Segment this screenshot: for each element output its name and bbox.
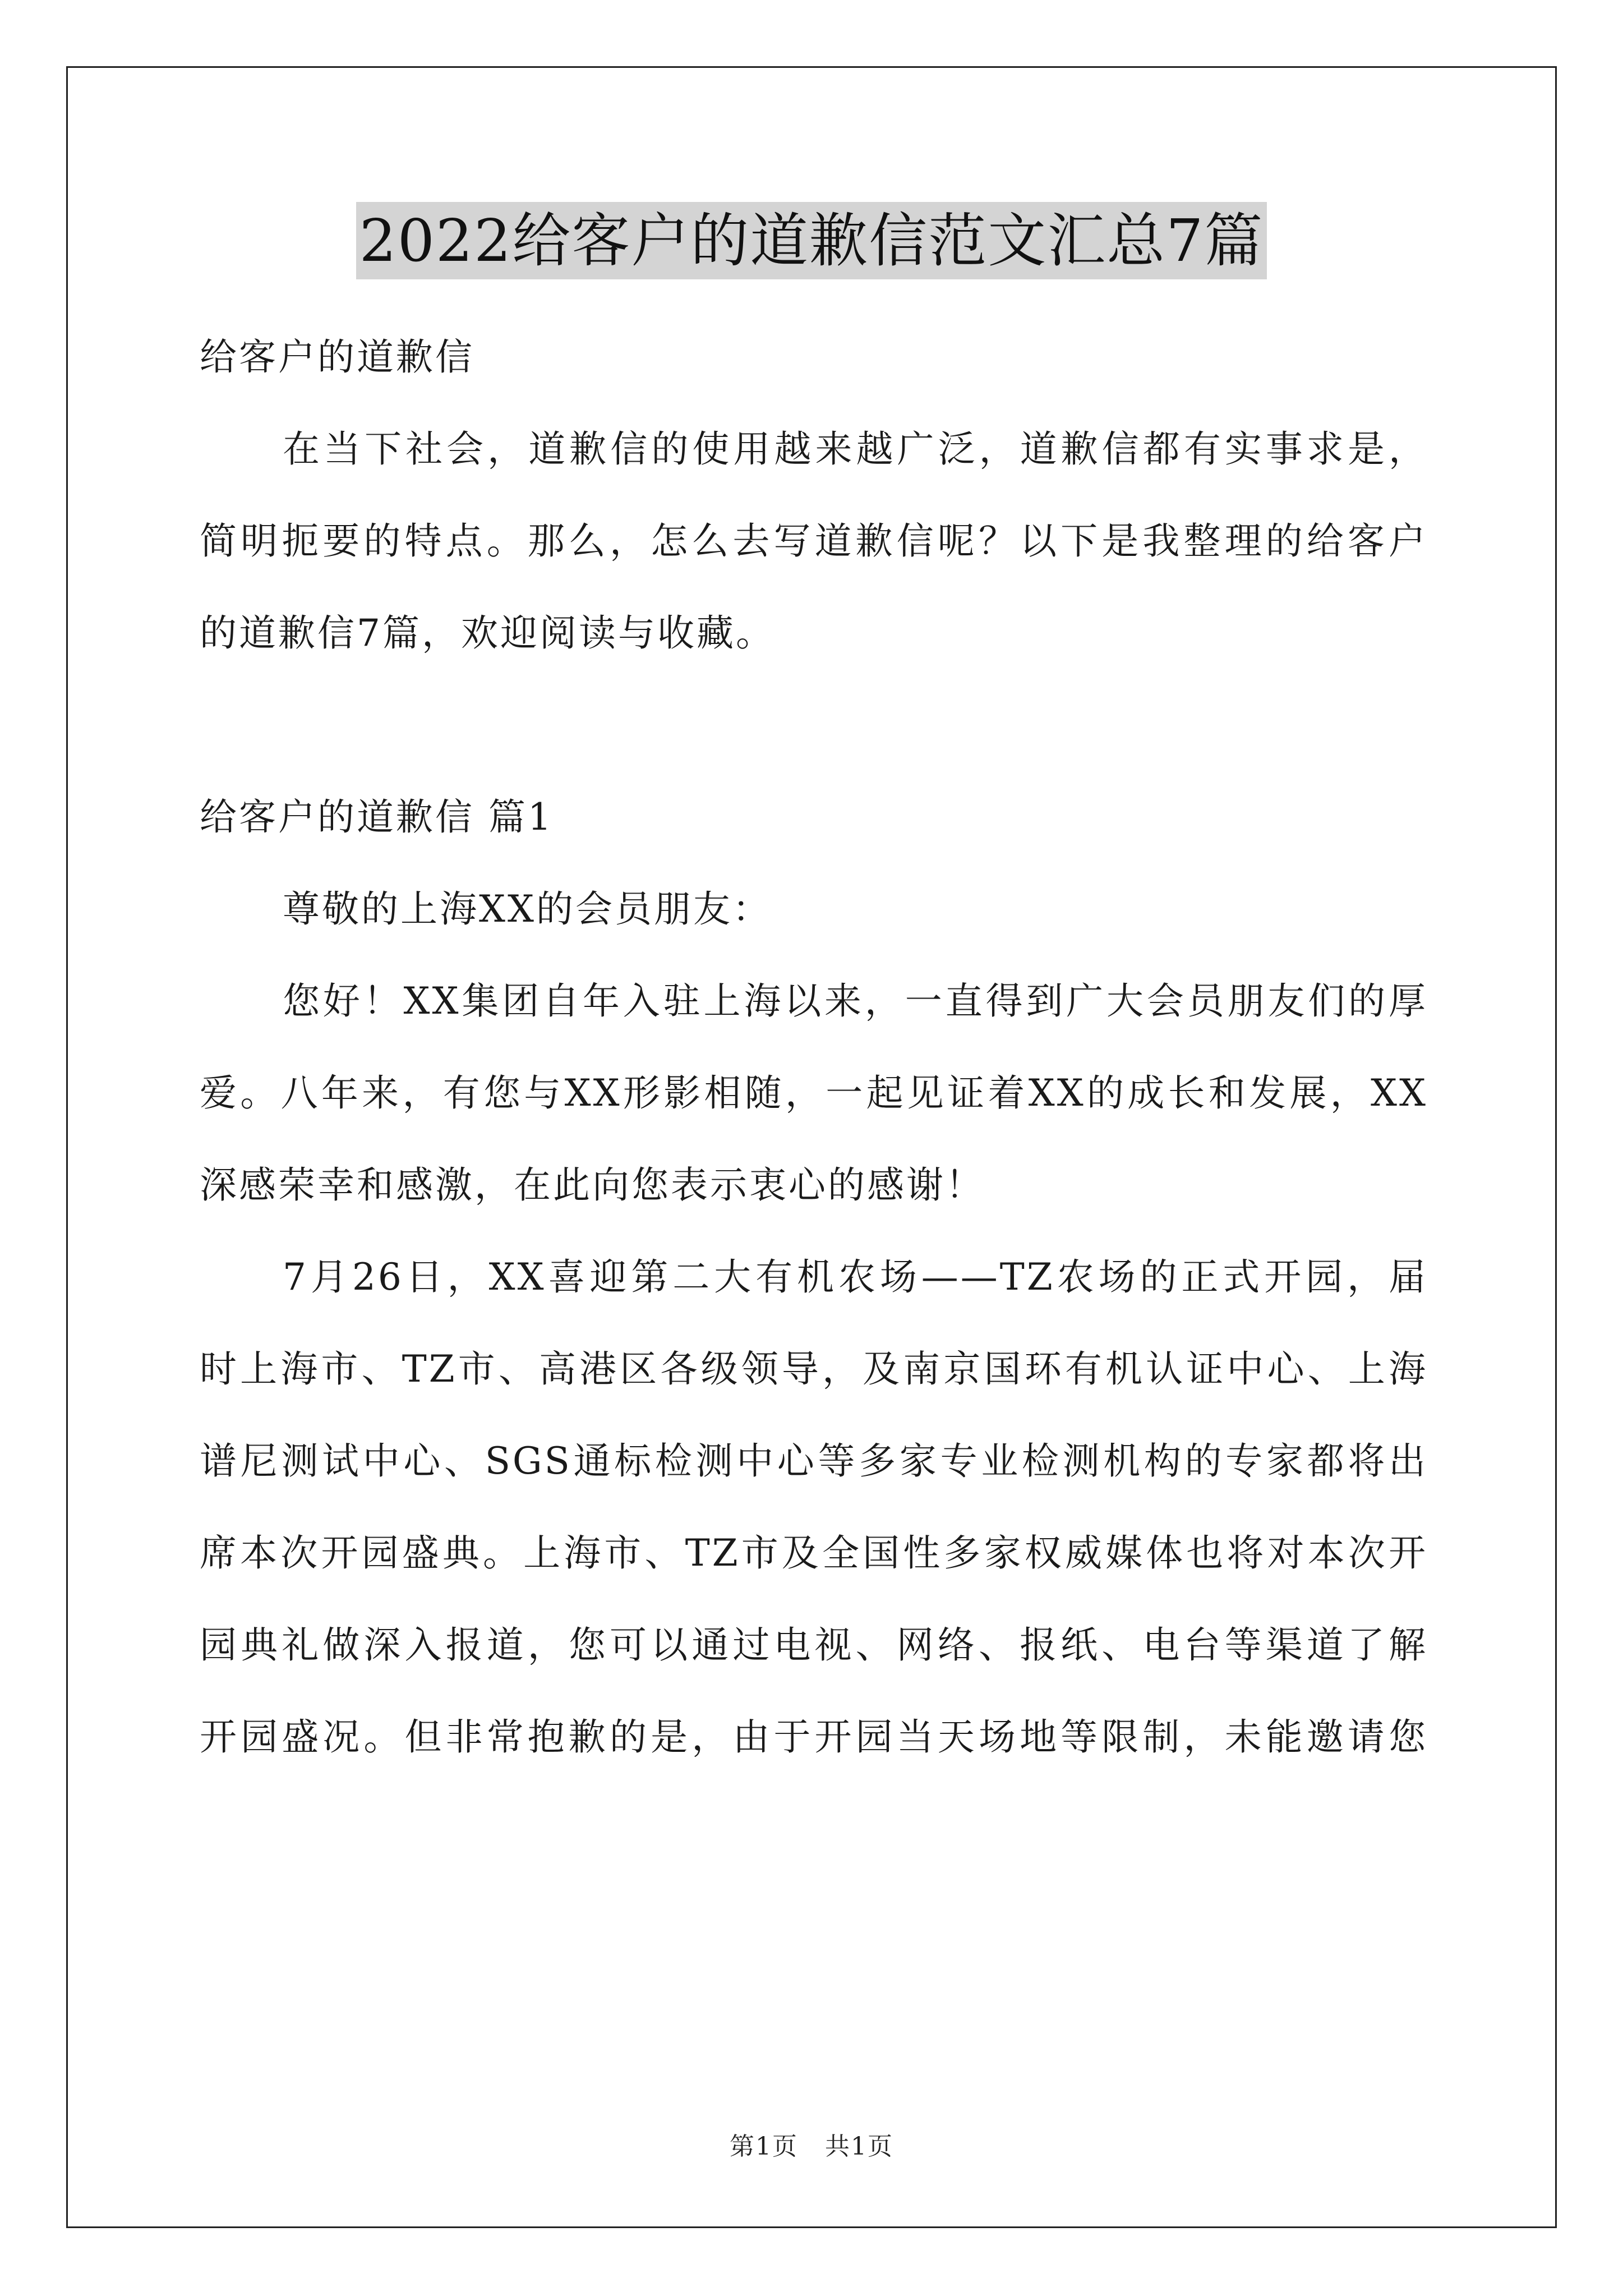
page-footer [0, 2126, 1623, 2162]
body-line-5: 时上海市、TZ市、高港区各级领导，及南京国环有机认证中心、上海 [200, 1347, 1428, 1391]
page-total: 共1页 [825, 2132, 893, 2161]
title-block [0, 202, 1623, 279]
body-line-1: 您好！XX集团自年入驻上海以来，一直得到广大会员朋友们的厚 [283, 979, 1428, 1023]
body-line-7: 席本次开园盛典。上海市、TZ市及全国性多家权威媒体也将对本次开 [200, 1531, 1428, 1575]
salutation: 尊敬的上海XX的会员朋友： [283, 887, 772, 931]
intro-line-3: 的道歉信7篇，欢迎阅读与收藏。 [200, 611, 775, 655]
document-body [200, 311, 1428, 1783]
body-line-8: 园典礼做深入报道，您可以通过电视、网络、报纸、电台等渠道了解 [200, 1623, 1428, 1667]
body-line-9: 开园盛况。但非常抱歉的是，由于开园当天场地等限制，未能邀请您 [200, 1715, 1428, 1759]
paragraph-gap [200, 679, 1428, 771]
page-number: 第1页 [730, 2132, 798, 2161]
document-title: 2022给客户的道歉信范文汇总7篇 [356, 202, 1267, 279]
body-line-4: 7月26日，XX喜迎第二大有机农场——TZ农场的正式开园，届 [283, 1255, 1428, 1299]
section-heading: 给客户的道歉信 [200, 335, 474, 379]
letter-heading: 给客户的道歉信 篇1 [200, 795, 554, 839]
intro-line-1: 在当下社会，道歉信的使用越来越广泛，道歉信都有实事求是， [283, 427, 1428, 471]
intro-line-2: 简明扼要的特点。那么，怎么去写道歉信呢？以下是我整理的给客户 [200, 519, 1428, 563]
body-line-2: 爱。八年来，有您与XX形影相随，一起见证着XX的成长和发展，XX [200, 1071, 1428, 1115]
body-line-3: 深感荣幸和感激，在此向您表示衷心的感谢！ [200, 1163, 985, 1207]
body-line-6: 谱尼测试中心、SGS通标检测中心等多家专业检测机构的专家都将出 [200, 1439, 1428, 1483]
